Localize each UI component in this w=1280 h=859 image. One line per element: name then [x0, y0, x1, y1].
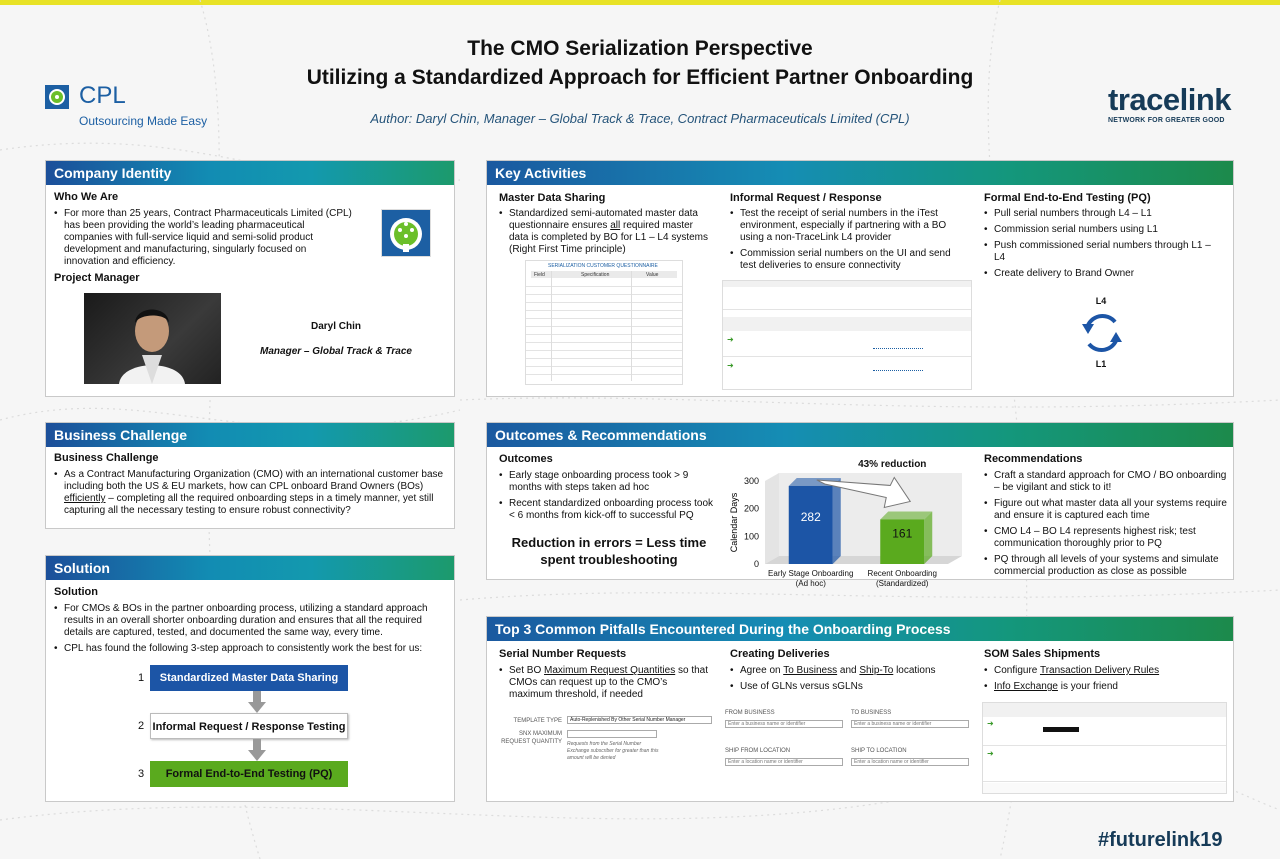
- serial-number-requests-title: Serial Number Requests: [499, 648, 627, 660]
- recommendations-list: [984, 470, 1229, 582]
- deliveries-text-ship-to: Ship-To: [859, 665, 894, 676]
- screenshot-header-row: [723, 281, 972, 287]
- recommendations-title: Recommendations: [984, 453, 1083, 465]
- person-icon: [84, 293, 221, 384]
- hashtag: #futurelink19: [1098, 829, 1223, 851]
- som-text-info-exchange: Info Exchange: [994, 681, 1058, 692]
- informal-request-list: [730, 208, 962, 276]
- step-3-box: Formal End-to-End Testing (PQ): [150, 761, 348, 787]
- y-tick-label: 200: [743, 503, 759, 514]
- solution-panel: [45, 555, 455, 802]
- formal-testing-bullet-3: • Push commissioned serial numbers through L1 – L4: [984, 240, 1216, 264]
- deliveries-text-b: locations: [896, 665, 936, 676]
- som-bullet-1: [984, 665, 1216, 677]
- who-we-are-list: [54, 208, 354, 272]
- cpl-mark-icon: [45, 85, 69, 109]
- cpl-logo-tile: [381, 209, 431, 257]
- who-we-are-title: Who We Are: [54, 191, 119, 203]
- request-response-screenshot: [722, 280, 972, 390]
- outcomes-panel: [486, 422, 1234, 588]
- business-challenge-text: [54, 469, 449, 517]
- step-2-box: Informal Request / Response Testing: [150, 713, 348, 739]
- screenshot-link-text: [873, 335, 923, 349]
- template-type-label: TEMPLATE TYPE: [513, 718, 562, 724]
- master-data-text-a: Standardized semi-automated master data questionnaire ensures: [509, 208, 698, 231]
- serial-text-a: Set BO: [509, 665, 542, 676]
- outcomes-header: Outcomes & Recommendations: [487, 423, 1233, 447]
- deliveries-bullet-2: • Use of GLNs versus sGLNs: [730, 681, 962, 693]
- pitfalls-header: Top 3 Common Pitfalls Encountered During the Onboarding Process: [487, 617, 1233, 641]
- screenshot-row-line: [983, 781, 1226, 782]
- solution-subtitle: Solution: [54, 586, 98, 598]
- title-line-1: The CMO Serialization Perspective: [467, 37, 813, 60]
- informal-request-bullet-2: • Commission serial numbers on the UI and send test deliveries to ensure connectivity: [730, 248, 962, 272]
- recommendation-4: • PQ through all levels of your systems and simulate commercial production as close as possible: [984, 554, 1229, 578]
- to-business-label: TO BUSINESS: [851, 710, 892, 716]
- bar-value-label: 282: [800, 509, 821, 524]
- questionnaire-row-line: [526, 286, 682, 287]
- ship-from-input[interactable]: Enter a location name or identifier: [725, 758, 843, 766]
- bar-side: [833, 478, 841, 564]
- project-manager-title: Project Manager: [54, 272, 140, 284]
- pitfalls-panel: [486, 616, 1234, 802]
- outcomes-title: Outcomes: [499, 453, 553, 465]
- snx-max-input[interactable]: [567, 730, 657, 738]
- screenshot-row-line: [723, 309, 971, 310]
- outcomes-highlight: Reduction in errors = Less time spent troubleshooting: [511, 535, 707, 567]
- questionnaire-title: SERIALIZATION CUSTOMER QUESTIONNAIRE: [548, 263, 658, 269]
- poster-title: [200, 34, 1080, 92]
- questionnaire-divider: [551, 271, 552, 381]
- cycle-bottom-label: L1: [1095, 359, 1107, 369]
- master-data-text-underlined: all: [610, 220, 621, 231]
- category-label: (Ad hoc): [795, 579, 826, 588]
- category-label: Recent Onboarding: [867, 569, 937, 578]
- outcomes-bullet-2: • Recent standardized onboarding process took < 6 months from kick-off to successful PQ: [499, 498, 721, 522]
- formal-testing-bullet-1: • Pull serial numbers through L4 – L1: [984, 208, 1216, 220]
- master-data-title: Master Data Sharing: [499, 192, 606, 204]
- master-data-bullet: [499, 208, 711, 256]
- questionnaire-col-field: Field: [534, 272, 545, 278]
- key-activities-panel: [486, 160, 1234, 397]
- from-business-input[interactable]: Enter a business name or identifier: [725, 720, 843, 728]
- key-activities-header: Key Activities: [487, 161, 1233, 185]
- som-text-a: Configure: [994, 665, 1038, 676]
- screenshot-header-row: [723, 317, 972, 331]
- tracelink-name: tracelink: [1108, 82, 1232, 117]
- deliveries-text-and: and: [839, 665, 857, 676]
- questionnaire-row-line: [526, 310, 682, 311]
- creating-deliveries-list: [730, 665, 962, 697]
- ship-from-label: SHIP FROM LOCATION: [725, 748, 791, 754]
- screenshot-row-line: [723, 356, 971, 357]
- serial-number-bullet: [499, 665, 711, 701]
- person-title: Manager – Global Track & Trace: [260, 346, 412, 357]
- deliveries-text-a: Agree on: [740, 665, 781, 676]
- redacted-block: [1043, 727, 1079, 732]
- cycle-top-label: L4: [1095, 296, 1107, 306]
- snx-max-label: SNX MAXIMUM REQUEST QUANTITY: [501, 731, 562, 745]
- questionnaire-row-line: [526, 326, 682, 327]
- questionnaire-row-line: [526, 350, 682, 351]
- arrow-down-icon: [248, 739, 266, 761]
- company-identity-header: Company Identity: [46, 161, 454, 185]
- questionnaire-row-line: [526, 342, 682, 343]
- y-axis-label: Calendar Days: [729, 492, 739, 553]
- y-tick-label: 0: [753, 559, 759, 569]
- tracelink-tagline: NETWORK FOR GREATER GOOD: [1108, 117, 1225, 124]
- tracelink-logo: [1108, 84, 1253, 129]
- author-line: Author: Daryl Chin, Manager – Global Track & Trace, Contract Pharmaceuticals Limited (CPL): [370, 111, 910, 126]
- outcomes-list: [499, 470, 721, 526]
- solution-bullet-2: • CPL has found the following 3-step approach to consistently work the best for us:: [54, 643, 449, 655]
- questionnaire-col-spec: Specification: [581, 272, 610, 278]
- informal-request-title: Informal Request / Response: [730, 192, 882, 204]
- business-challenge-header: Business Challenge: [46, 423, 454, 447]
- screenshot-link-text: [873, 361, 923, 371]
- som-shipments-list: [984, 665, 1216, 697]
- step-number-1: 1: [138, 672, 145, 684]
- questionnaire-row-line: [526, 318, 682, 319]
- formal-testing-list: [984, 208, 1216, 284]
- who-we-are-text: • For more than 25 years, Contract Pharmaceuticals Limited (CPL) has been providing the world’s leading pharmaceutical companies with full-service liquid and semi-solid product development and manufacturing, singularly focused on innovation and efficiency.: [54, 208, 354, 268]
- solution-header: Solution: [46, 556, 454, 580]
- questionnaire-screenshot: [525, 260, 683, 385]
- check-icon: ➜: [727, 361, 734, 370]
- serial-text-underlined: Maximum Request Quantities: [544, 665, 676, 676]
- challenge-text-a: As a Contract Manufacturing Organization (CMO) with an international customer base including both the US & EU markets, how can CPL onboard Brand Owners (BOs): [64, 469, 444, 492]
- serial-number-list: [499, 665, 711, 705]
- check-icon: ➜: [727, 335, 734, 344]
- som-screenshot: [982, 702, 1227, 794]
- onboarding-duration-chart: [727, 453, 967, 593]
- check-icon: ➜: [987, 749, 994, 758]
- reduction-annotation: 43% reduction: [858, 459, 927, 470]
- recommendation-1: • Craft a standard approach for CMO / BO onboarding – be vigilant and stick to it!: [984, 470, 1229, 494]
- questionnaire-row-line: [526, 334, 682, 335]
- business-challenge-list: [54, 469, 449, 521]
- check-icon: ➜: [987, 719, 994, 728]
- bar-value-label: 161: [892, 526, 913, 541]
- formal-testing-bullet-2: • Commission serial numbers using L1: [984, 224, 1216, 236]
- title-line-2: Utilizing a Standardized Approach for Efficient Partner Onboarding: [306, 66, 974, 89]
- questionnaire-row-line: [526, 358, 682, 359]
- cpl-logo: [45, 82, 215, 132]
- cpl-flask-icon: [382, 210, 430, 256]
- deliveries-bullet-1: [730, 665, 962, 677]
- cycle-arrows-icon: [1079, 310, 1125, 356]
- deliveries-text-to-business: To Business: [783, 665, 838, 676]
- challenge-text-underlined: efficiently: [64, 493, 106, 504]
- master-data-list: [499, 208, 711, 260]
- screenshot-row-line: [983, 745, 1226, 746]
- bar-side: [924, 511, 932, 564]
- solution-bullet-1: • For CMOs & BOs in the partner onboarding process, utilizing a standard approach results in an overall shorter onboarding duration and ensures that all the required details are captured, tested, and documented the same way, every time.: [54, 603, 449, 639]
- person-name: Daryl Chin: [310, 321, 361, 332]
- recommendation-3: • CMO L4 – BO L4 represents highest risk; test communication thoroughly prior to PQ: [984, 526, 1229, 550]
- questionnaire-row-line: [526, 294, 682, 295]
- ship-to-label: SHIP TO LOCATION: [851, 748, 907, 754]
- outcomes-bullet-1: • Early stage onboarding process took > 9 months with steps taken ad hoc: [499, 470, 721, 494]
- screenshot-header-row: [983, 703, 1227, 717]
- som-text-underlined: Transaction Delivery Rules: [1039, 665, 1160, 676]
- snx-note: Requests from the Serial Number Exchange subscriber for greater than this amount will be denied: [567, 741, 659, 761]
- serial-text-b: so that CMOs can request up to the CMO’s maximum threshold, if needed: [509, 665, 709, 700]
- questionnaire-row-line: [526, 374, 682, 375]
- som-text-b: is your friend: [1060, 681, 1118, 692]
- master-data-text-b: required master data is completed by BO for L1 – L4 systems (Right First Time principle): [509, 220, 708, 255]
- to-business-input[interactable]: Enter a business name or identifier: [851, 720, 969, 728]
- cpl-name: CPL: [79, 82, 126, 109]
- category-label: (Standardized): [876, 579, 929, 588]
- step-number-3: 3: [138, 768, 145, 780]
- som-bullet-2: [984, 681, 1216, 693]
- challenge-text-b: – completing all the required onboarding steps in a timely manner, yet still capturing all the necessary testing to ensure robust connectivity?: [64, 493, 434, 516]
- y-tick-label: 300: [743, 476, 759, 486]
- questionnaire-row-line: [526, 302, 682, 303]
- business-challenge-panel: [45, 422, 455, 529]
- step-1-box: Standardized Master Data Sharing: [150, 665, 348, 691]
- formal-testing-title: Formal End-to-End Testing (PQ): [984, 192, 1151, 204]
- step-number-2: 2: [138, 720, 145, 732]
- questionnaire-col-value: Value: [646, 272, 659, 278]
- questionnaire-divider: [631, 271, 632, 381]
- solution-list: [54, 603, 449, 659]
- ship-to-input[interactable]: Enter a location name or identifier: [851, 758, 969, 766]
- category-label: Early Stage Onboarding: [768, 569, 854, 578]
- from-business-label: FROM BUSINESS: [725, 710, 775, 716]
- informal-request-bullet-1: • Test the receipt of serial numbers in the iTest environment, especially if partnering with a BO using a non-TraceLink L4 provider: [730, 208, 962, 244]
- arrow-down-icon: [248, 691, 266, 713]
- manager-photo: [84, 293, 221, 384]
- business-challenge-subtitle: Business Challenge: [54, 452, 159, 464]
- som-shipments-title: SOM Sales Shipments: [984, 648, 1101, 660]
- bar-top: [880, 511, 932, 519]
- company-identity-panel: [45, 160, 455, 397]
- recommendation-2: • Figure out what master data all your systems require and ensure it is captured each time: [984, 498, 1229, 522]
- template-type-select[interactable]: Auto-Replenished By Other Serial Number Manager: [567, 716, 712, 724]
- creating-deliveries-title: Creating Deliveries: [730, 648, 830, 660]
- formal-testing-bullet-4: • Create delivery to Brand Owner: [984, 268, 1216, 280]
- chart-side-wall: [765, 473, 779, 564]
- y-tick-label: 100: [743, 531, 759, 542]
- screenshot-footer-row: [983, 783, 1227, 793]
- cpl-tagline: Outsourcing Made Easy: [79, 114, 208, 128]
- bar: [789, 486, 833, 564]
- questionnaire-row-line: [526, 366, 682, 367]
